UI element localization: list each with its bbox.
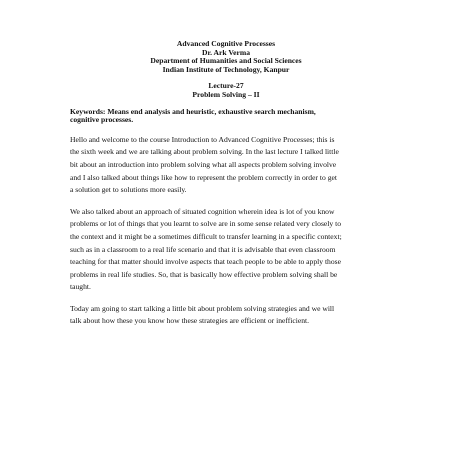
paragraph-line: the context and it might be a sometimes difficult to transfer learning in a specific context; bbox=[70, 231, 342, 241]
paragraph-3 bbox=[70, 303, 382, 328]
paragraph-line: Hello and welcome to the course Introduction to Advanced Cognitive Processes; this is bbox=[70, 134, 335, 144]
course-title: Advanced Cognitive Processes bbox=[176, 39, 276, 48]
paragraph-line: problems or lot of things that you learnt to solve are in some sense related very closely to bbox=[70, 219, 341, 229]
lecture-title: Problem Solving – II bbox=[192, 89, 260, 99]
institute-name: Indian Institute of Technology, Kanpur bbox=[162, 64, 290, 74]
paragraph-line: We also talked about an approach of situated cognition wherein idea is lot of you know bbox=[70, 206, 335, 216]
paragraph-line: Today am going to start talking a little bit about problem solving strategies and we will bbox=[70, 303, 335, 313]
paragraph-line: taught. bbox=[70, 282, 91, 292]
paragraph-1 bbox=[70, 134, 382, 197]
keywords-line-2: cognitive processes. bbox=[70, 115, 134, 125]
department-name: Department of Humanities and Social Sciences bbox=[150, 56, 302, 66]
paragraph-line: teaching for that matter should involve aspects that teach people to be able to apply those bbox=[70, 257, 341, 267]
paragraph-line: problems in real life studies. So, that is basically how effective problem solving shall be bbox=[70, 269, 338, 279]
instructor-name: Dr. Ark Verma bbox=[201, 47, 251, 57]
paragraph-2 bbox=[70, 206, 382, 294]
paragraph-line: the sixth week and we are talking about problem solving. In the last lecture I talked little bbox=[70, 147, 339, 157]
lecture-heading bbox=[70, 82, 382, 99]
paragraph-line: bit about an introduction into problem solving what all aspects problem solving involve bbox=[70, 159, 337, 169]
keywords bbox=[70, 108, 382, 125]
paragraph-line: and I also talked about things like how to represent the problem correctly in order to get bbox=[70, 172, 337, 182]
keywords-line-1: Keywords: Means end analysis and heuristic, exhaustive search mechanism, bbox=[70, 106, 316, 116]
document-page bbox=[70, 40, 382, 328]
paragraph-line: such as in a classroom to a real life scenario and that it is advisable that even classroom bbox=[70, 244, 336, 254]
lecture-number: Lecture-27 bbox=[208, 81, 244, 91]
document-header bbox=[70, 40, 382, 74]
paragraph-line: talk about how these you know how these strategies are efficient or inefficient. bbox=[70, 316, 310, 326]
paragraph-line: a solution get to solutions more easily. bbox=[70, 185, 187, 195]
